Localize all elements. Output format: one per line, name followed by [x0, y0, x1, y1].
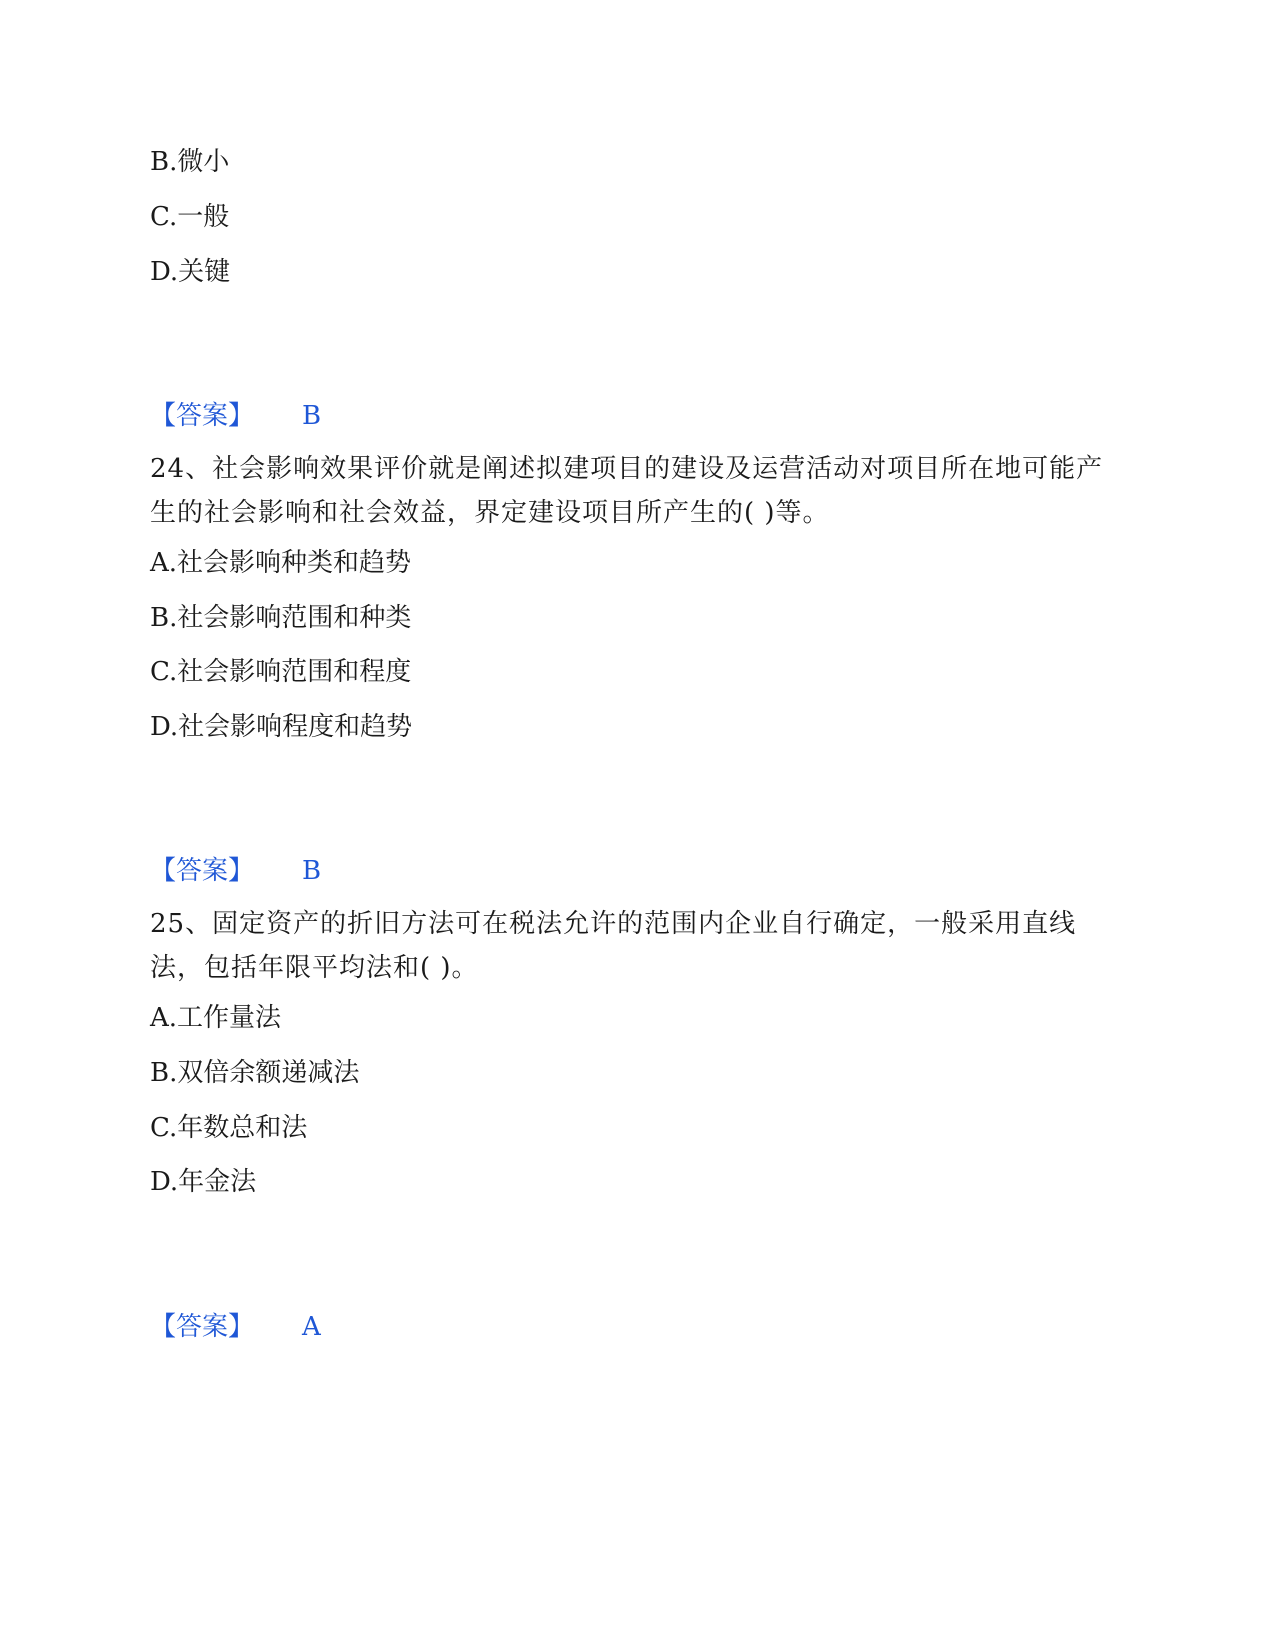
option-c: C.社会影响范围和程度 [150, 657, 412, 687]
option-d: D.年金法 [150, 1167, 257, 1197]
answer-label: 【答案】 [150, 1312, 255, 1342]
option-b: B.微小 [150, 147, 230, 177]
question-stem: 25、固定资产的折旧方法可在税法允许的范围内企业自行确定，一般采用直线法，包括年限平均法和( )。 [150, 909, 1077, 983]
option-c: C.年数总和法 [150, 1113, 308, 1143]
answer-value: A [302, 1312, 321, 1342]
option-a: A.工作量法 [150, 1003, 282, 1033]
option-c: C.一般 [150, 202, 230, 232]
answer-label: 【答案】 [150, 856, 255, 886]
answer-value: B [302, 401, 322, 431]
option-a: A.社会影响种类和趋势 [150, 548, 412, 578]
answer-line [150, 853, 321, 889]
answer-line [150, 1309, 321, 1345]
option-d: D.社会影响程度和趋势 [150, 712, 413, 742]
option-b: B.双倍余额递减法 [150, 1058, 360, 1088]
option-b: B.社会影响范围和种类 [150, 603, 412, 633]
answer-line [150, 398, 321, 434]
answer-label: 【答案】 [150, 401, 255, 431]
question-stem: 24、社会影响效果评价就是阐述拟建项目的建设及运营活动对项目所在地可能产生的社会影响和社会效益，界定建设项目所产生的( )等。 [150, 454, 1104, 528]
answer-value: B [302, 856, 322, 886]
option-d: D.关键 [150, 257, 231, 287]
